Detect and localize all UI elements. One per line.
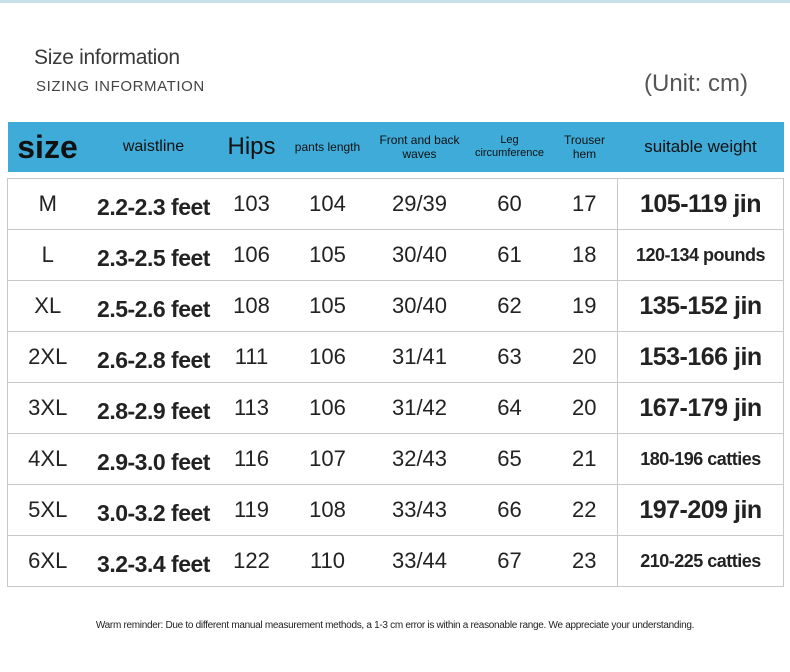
cell-waves: 33/43 <box>372 485 468 536</box>
col-header-waistline: waistline <box>122 138 185 156</box>
cell-leg-circumference: 61 <box>468 230 552 281</box>
cell-leg-circumference: 62 <box>468 281 552 332</box>
cell-suitable-weight: 197-209 jin <box>618 485 784 536</box>
cell-leg-circumference: 66 <box>468 485 552 536</box>
cell-pants-length: 105 <box>284 281 372 332</box>
cell-suitable-weight: 105-119 jin <box>618 179 784 230</box>
cell-trouser-hem: 20 <box>552 332 618 383</box>
cell-pants-length: 104 <box>284 179 372 230</box>
cell-waistline: 3.0-3.2 feet <box>88 485 220 536</box>
cell-waistline: 3.2-3.4 feet <box>88 536 220 587</box>
table-row <box>8 434 784 485</box>
cell-suitable-weight: 210-225 catties <box>618 536 784 587</box>
cell-trouser-hem: 18 <box>552 230 618 281</box>
cell-pants-length: 110 <box>284 536 372 587</box>
cell-pants-length: 105 <box>284 230 372 281</box>
unit-label: (Unit: cm) <box>644 70 748 97</box>
cell-hips: 119 <box>220 485 284 536</box>
cell-hips: 113 <box>220 383 284 434</box>
cell-waistline: 2.3-2.5 feet <box>88 230 220 281</box>
cell-hips: 106 <box>220 230 284 281</box>
cell-pants-length: 108 <box>284 485 372 536</box>
cell-waves: 30/40 <box>372 230 468 281</box>
size-table <box>7 122 783 587</box>
top-rule <box>0 0 790 3</box>
cell-waves: 31/42 <box>372 383 468 434</box>
table-header-row <box>8 122 784 172</box>
table-row <box>8 383 784 434</box>
cell-leg-circumference: 65 <box>468 434 552 485</box>
cell-suitable-weight: 167-179 jin <box>618 383 784 434</box>
cell-waves: 30/40 <box>372 281 468 332</box>
cell-hips: 103 <box>220 179 284 230</box>
cell-size: 3XL <box>8 383 88 434</box>
page-title: Size information <box>34 46 180 69</box>
cell-size: XL <box>8 281 88 332</box>
cell-hips: 108 <box>220 281 284 332</box>
table-row <box>8 332 784 383</box>
footer-reminder: Warm reminder: Due to different manual measurement methods, a 1-3 cm error is within a reasonable range. We appreciate your understanding. <box>95 620 695 631</box>
cell-pants-length: 107 <box>284 434 372 485</box>
col-header-suitable-weight: suitable weight <box>644 136 757 156</box>
cell-size: 6XL <box>8 536 88 587</box>
col-header-waves: Front and back waves <box>379 132 460 161</box>
cell-hips: 116 <box>220 434 284 485</box>
cell-waves: 29/39 <box>372 179 468 230</box>
cell-hips: 122 <box>220 536 284 587</box>
table-row <box>8 179 784 230</box>
cell-trouser-hem: 22 <box>552 485 618 536</box>
col-header-size: size <box>17 128 78 165</box>
cell-suitable-weight: 180-196 catties <box>618 434 784 485</box>
cell-leg-circumference: 64 <box>468 383 552 434</box>
table-row <box>8 230 784 281</box>
cell-pants-length: 106 <box>284 332 372 383</box>
col-header-leg-circumference: Leg circumference <box>474 133 545 159</box>
col-header-trouser-hem: Trouser hem <box>564 132 605 161</box>
cell-trouser-hem: 20 <box>552 383 618 434</box>
cell-leg-circumference: 60 <box>468 179 552 230</box>
cell-suitable-weight: 135-152 jin <box>618 281 784 332</box>
cell-size: L <box>8 230 88 281</box>
table-row <box>8 281 784 332</box>
cell-size: M <box>8 179 88 230</box>
col-header-pants-length: pants length <box>294 139 361 154</box>
cell-pants-length: 106 <box>284 383 372 434</box>
cell-hips: 111 <box>220 332 284 383</box>
table-row <box>8 485 784 536</box>
cell-size: 5XL <box>8 485 88 536</box>
cell-suitable-weight: 120-134 pounds <box>618 230 784 281</box>
cell-waistline: 2.8-2.9 feet <box>88 383 220 434</box>
cell-suitable-weight: 153-166 jin <box>618 332 784 383</box>
cell-waistline: 2.6-2.8 feet <box>88 332 220 383</box>
cell-leg-circumference: 63 <box>468 332 552 383</box>
page-subtitle: SIZING INFORMATION <box>36 78 205 95</box>
table-row <box>8 536 784 587</box>
cell-trouser-hem: 21 <box>552 434 618 485</box>
col-header-hips: Hips <box>227 132 276 160</box>
cell-size: 4XL <box>8 434 88 485</box>
cell-leg-circumference: 67 <box>468 536 552 587</box>
cell-trouser-hem: 19 <box>552 281 618 332</box>
cell-waistline: 2.2-2.3 feet <box>88 179 220 230</box>
cell-waves: 32/43 <box>372 434 468 485</box>
cell-waves: 33/44 <box>372 536 468 587</box>
cell-waistline: 2.9-3.0 feet <box>88 434 220 485</box>
cell-size: 2XL <box>8 332 88 383</box>
cell-waves: 31/41 <box>372 332 468 383</box>
cell-trouser-hem: 17 <box>552 179 618 230</box>
cell-trouser-hem: 23 <box>552 536 618 587</box>
cell-waistline: 2.5-2.6 feet <box>88 281 220 332</box>
